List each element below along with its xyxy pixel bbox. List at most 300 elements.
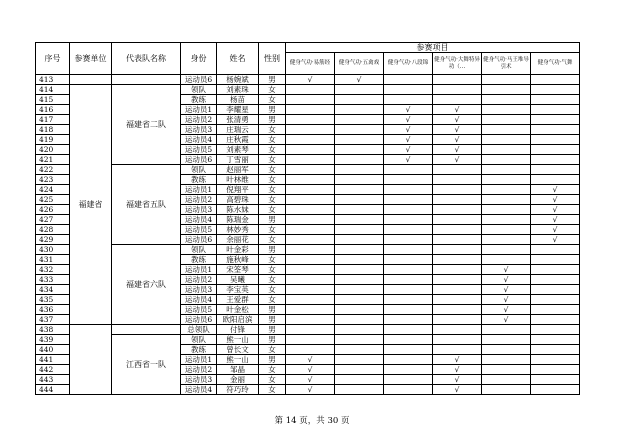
event-cell (482, 95, 531, 105)
name-cell: 庄秋霞 (217, 135, 259, 145)
event-cell: √ (433, 125, 482, 135)
team-cell (112, 325, 181, 335)
gender-cell: 女 (259, 145, 286, 155)
gender-cell: 女 (259, 365, 286, 375)
event-cell (384, 345, 433, 355)
gender-cell: 女 (259, 195, 286, 205)
row-number: 415 (36, 95, 70, 105)
header-unit: 参赛单位 (70, 43, 112, 75)
gender-cell: 女 (259, 265, 286, 275)
event-cell (384, 225, 433, 235)
event-cell (384, 245, 433, 255)
event-cell (482, 245, 531, 255)
event-cell (433, 315, 482, 325)
row-number: 442 (36, 365, 70, 375)
event-cell (531, 245, 580, 255)
event-cell (433, 245, 482, 255)
name-cell: 曾长文 (217, 345, 259, 355)
event-cell (286, 115, 335, 125)
role-cell: 运动员3 (181, 375, 217, 385)
event-cell: √ (531, 235, 580, 245)
event-cell (384, 255, 433, 265)
team-cell: 福建省六队 (112, 245, 181, 325)
header-gender: 性别 (259, 43, 286, 75)
event-cell (384, 325, 433, 335)
team-cell (112, 75, 181, 85)
row-number: 418 (36, 125, 70, 135)
role-cell: 运动员2 (181, 195, 217, 205)
name-cell: 熊一山 (217, 355, 259, 365)
event-cell: √ (531, 185, 580, 195)
event-cell (433, 195, 482, 205)
row-number: 434 (36, 285, 70, 295)
event-cell (286, 145, 335, 155)
name-cell: 林妙秀 (217, 225, 259, 235)
event-cell: √ (433, 115, 482, 125)
event-cell (286, 295, 335, 305)
row-number: 428 (36, 225, 70, 235)
row-number: 441 (36, 355, 70, 365)
event-cell (482, 125, 531, 135)
event-cell: √ (482, 275, 531, 285)
event-cell: √ (433, 355, 482, 365)
event-cell (531, 105, 580, 115)
event-cell (384, 315, 433, 325)
event-cell (335, 195, 384, 205)
event-cell (433, 295, 482, 305)
gender-cell: 男 (259, 245, 286, 255)
event-cell (286, 225, 335, 235)
event-cell (335, 265, 384, 275)
event-cell (286, 155, 335, 165)
event-cell (482, 195, 531, 205)
header-team: 代表队名称 (112, 43, 181, 75)
event-cell (384, 385, 433, 395)
event-cell (482, 325, 531, 335)
event-cell (384, 305, 433, 315)
event-cell (286, 345, 335, 355)
gender-cell: 女 (259, 95, 286, 105)
gender-cell: 女 (259, 165, 286, 175)
role-cell: 运动员2 (181, 365, 217, 375)
event-cell (482, 355, 531, 365)
name-cell: 高碧珠 (217, 195, 259, 205)
role-cell: 运动员1 (181, 265, 217, 275)
event-cell (335, 385, 384, 395)
row-number: 420 (36, 145, 70, 155)
event-cell: √ (384, 105, 433, 115)
event-cell: √ (531, 195, 580, 205)
name-cell: 刘素珠 (217, 85, 259, 95)
row-number: 444 (36, 385, 70, 395)
row-number: 424 (36, 185, 70, 195)
row-number: 417 (36, 115, 70, 125)
event-cell (335, 105, 384, 115)
event-cell: √ (286, 75, 335, 85)
event-cell (433, 205, 482, 215)
event-cell (433, 265, 482, 275)
event-cell (433, 305, 482, 315)
event-cell (482, 175, 531, 185)
name-cell: 倪翔平 (217, 185, 259, 195)
event-cell (531, 325, 580, 335)
row-number: 423 (36, 175, 70, 185)
event-cell (482, 385, 531, 395)
event-cell (433, 255, 482, 265)
role-cell: 运动员3 (181, 205, 217, 215)
name-cell: 李耀星 (217, 105, 259, 115)
event-cell (531, 345, 580, 355)
event-cell (335, 175, 384, 185)
name-cell: 欧阳启滨 (217, 315, 259, 325)
event-cell (482, 115, 531, 125)
table-row (36, 335, 580, 345)
name-cell: 丁雪丽 (217, 155, 259, 165)
event-cell (482, 155, 531, 165)
event-cell (335, 375, 384, 385)
gender-cell: 女 (259, 375, 286, 385)
event-cell (433, 335, 482, 345)
event-cell: √ (531, 225, 580, 235)
event-cell (335, 355, 384, 365)
name-cell: 陈水妹 (217, 205, 259, 215)
event-cell: √ (384, 135, 433, 145)
gender-cell: 女 (259, 155, 286, 165)
event-cell: √ (482, 305, 531, 315)
role-cell: 运动员5 (181, 225, 217, 235)
gender-cell: 女 (259, 255, 286, 265)
row-number: 433 (36, 275, 70, 285)
table-row (36, 245, 580, 255)
event-cell (482, 145, 531, 155)
event-cell (335, 145, 384, 155)
gender-cell: 女 (259, 285, 286, 295)
event-cell (286, 235, 335, 245)
row-number: 443 (36, 375, 70, 385)
role-cell: 领队 (181, 335, 217, 345)
event-cell (433, 95, 482, 105)
event-cell (482, 235, 531, 245)
event-cell (384, 375, 433, 385)
page-footer: 第 14 页，共 30 页 (274, 416, 350, 426)
gender-cell: 女 (259, 125, 286, 135)
role-cell: 运动员1 (181, 105, 217, 115)
event-cell (482, 135, 531, 145)
gender-cell: 男 (259, 105, 286, 115)
header-name: 姓名 (217, 43, 259, 75)
gender-cell: 女 (259, 175, 286, 185)
event-cell (531, 365, 580, 375)
role-cell: 运动员6 (181, 155, 217, 165)
event-cell (531, 115, 580, 125)
event-cell: √ (531, 205, 580, 215)
event-cell (482, 75, 531, 85)
event-cell (531, 155, 580, 165)
event-cell: √ (433, 365, 482, 375)
header-role: 身份 (181, 43, 217, 75)
event-cell (433, 285, 482, 295)
event-cell (335, 335, 384, 345)
name-cell: 施秋峰 (217, 255, 259, 265)
role-cell: 总领队 (181, 325, 217, 335)
team-cell: 福建省五队 (112, 165, 181, 245)
gender-cell: 男 (259, 305, 286, 315)
role-cell: 运动员1 (181, 185, 217, 195)
name-cell: 庄瑞云 (217, 125, 259, 135)
event-cell (433, 325, 482, 335)
event-cell (286, 245, 335, 255)
event-cell: √ (433, 135, 482, 145)
role-cell: 教练 (181, 345, 217, 355)
row-number: 416 (36, 105, 70, 115)
event-cell: √ (482, 265, 531, 275)
row-number: 437 (36, 315, 70, 325)
header-event-6: 健身气功·气舞 (531, 53, 580, 75)
event-cell (384, 285, 433, 295)
event-cell (384, 335, 433, 345)
event-cell (531, 295, 580, 305)
name-cell: 熊一山 (217, 335, 259, 345)
event-cell (286, 85, 335, 95)
name-cell: 金丽 (217, 375, 259, 385)
event-cell (286, 185, 335, 195)
event-cell (335, 365, 384, 375)
gender-cell: 女 (259, 225, 286, 235)
role-cell: 运动员6 (181, 235, 217, 245)
name-cell: 王爱群 (217, 295, 259, 305)
event-cell (335, 255, 384, 265)
event-cell (433, 165, 482, 175)
event-cell (384, 275, 433, 285)
event-cell (482, 335, 531, 345)
row-number: 432 (36, 265, 70, 275)
event-cell: √ (433, 105, 482, 115)
event-cell (531, 125, 580, 135)
event-cell (482, 215, 531, 225)
event-cell (482, 255, 531, 265)
header-event-4: 健身气功·大舞特异功（… (433, 53, 482, 75)
event-cell (335, 85, 384, 95)
event-cell (531, 285, 580, 295)
unit-cell: 福建省 (70, 85, 112, 325)
event-cell (433, 175, 482, 185)
table-row (36, 85, 580, 95)
event-cell (531, 145, 580, 155)
event-cell (335, 165, 384, 175)
name-cell: 赵丽军 (217, 165, 259, 175)
event-cell (384, 295, 433, 305)
event-cell: √ (433, 145, 482, 155)
event-cell (384, 85, 433, 95)
role-cell: 运动员4 (181, 135, 217, 145)
role-cell: 运动员5 (181, 145, 217, 155)
row-number: 438 (36, 325, 70, 335)
name-cell: 付锋 (217, 325, 259, 335)
event-cell (335, 305, 384, 315)
event-cell (286, 165, 335, 175)
event-cell (384, 235, 433, 245)
name-cell: 刘素琴 (217, 145, 259, 155)
role-cell: 运动员6 (181, 315, 217, 325)
event-cell (286, 215, 335, 225)
event-cell (531, 165, 580, 175)
name-cell: 杨婉斌 (217, 75, 259, 85)
row-number: 413 (36, 75, 70, 85)
name-cell: 邹晶 (217, 365, 259, 375)
name-cell: 张清勇 (217, 115, 259, 125)
event-cell (384, 265, 433, 275)
name-cell: 符巧玲 (217, 385, 259, 395)
gender-cell: 女 (259, 135, 286, 145)
row-number: 426 (36, 205, 70, 215)
event-cell (482, 185, 531, 195)
role-cell: 教练 (181, 175, 217, 185)
event-cell (335, 325, 384, 335)
row-number: 425 (36, 195, 70, 205)
gender-cell: 男 (259, 115, 286, 125)
event-cell (335, 115, 384, 125)
event-cell (286, 285, 335, 295)
event-cell (531, 335, 580, 345)
role-cell: 运动员4 (181, 215, 217, 225)
event-cell (384, 215, 433, 225)
event-cell (286, 95, 335, 105)
gender-cell: 男 (259, 325, 286, 335)
event-cell: √ (384, 145, 433, 155)
event-cell (384, 75, 433, 85)
role-cell: 运动员3 (181, 125, 217, 135)
event-cell (335, 235, 384, 245)
event-cell (384, 195, 433, 205)
event-cell (335, 315, 384, 325)
gender-cell: 男 (259, 355, 286, 365)
event-cell: √ (433, 375, 482, 385)
event-cell (286, 265, 335, 275)
event-cell (384, 355, 433, 365)
name-cell: 吴曦 (217, 275, 259, 285)
header-event-5: 健身气功·马王堆导引术 (482, 53, 531, 75)
event-cell (531, 355, 580, 365)
event-cell (531, 85, 580, 95)
row-number: 422 (36, 165, 70, 175)
event-cell (433, 345, 482, 355)
event-cell (531, 385, 580, 395)
event-cell (335, 295, 384, 305)
event-cell (335, 285, 384, 295)
event-cell (531, 275, 580, 285)
header-no: 序号 (36, 43, 70, 75)
event-cell (384, 185, 433, 195)
event-cell (335, 275, 384, 285)
event-cell (286, 275, 335, 285)
role-cell: 运动员1 (181, 355, 217, 365)
event-cell: √ (482, 315, 531, 325)
row-number: 430 (36, 245, 70, 255)
gender-cell: 女 (259, 275, 286, 285)
event-cell (433, 215, 482, 225)
gender-cell: 男 (259, 215, 286, 225)
gender-cell: 男 (259, 315, 286, 325)
name-cell: 余丽花 (217, 235, 259, 245)
event-cell: √ (286, 355, 335, 365)
row-number: 431 (36, 255, 70, 265)
roster-body (36, 75, 580, 395)
role-cell: 教练 (181, 255, 217, 265)
event-cell (482, 105, 531, 115)
event-cell (433, 235, 482, 245)
event-cell: √ (482, 285, 531, 295)
event-cell (286, 255, 335, 265)
event-cell (335, 185, 384, 195)
role-cell: 运动员4 (181, 295, 217, 305)
event-cell (531, 135, 580, 145)
event-cell (482, 85, 531, 95)
unit-cell (70, 325, 112, 395)
gender-cell: 女 (259, 385, 286, 395)
role-cell: 运动员4 (181, 385, 217, 395)
row-number: 436 (36, 305, 70, 315)
roster-table (35, 42, 580, 395)
name-cell: 叶林维 (217, 175, 259, 185)
row-number: 439 (36, 335, 70, 345)
event-cell (335, 125, 384, 135)
event-cell: √ (384, 155, 433, 165)
team-cell: 福建省二队 (112, 85, 181, 165)
event-cell (482, 225, 531, 235)
gender-cell: 女 (259, 85, 286, 95)
role-cell: 运动员3 (181, 285, 217, 295)
event-cell (286, 335, 335, 345)
gender-cell: 女 (259, 295, 286, 305)
event-cell (384, 365, 433, 375)
event-cell (286, 315, 335, 325)
event-cell: √ (286, 365, 335, 375)
gender-cell: 男 (259, 75, 286, 85)
event-cell: √ (531, 215, 580, 225)
event-cell (335, 205, 384, 215)
event-cell (531, 265, 580, 275)
event-cell (384, 175, 433, 185)
event-cell (286, 195, 335, 205)
event-cell (531, 315, 580, 325)
role-cell: 教练 (181, 95, 217, 105)
event-cell (335, 215, 384, 225)
row-number: 435 (36, 295, 70, 305)
event-cell (286, 305, 335, 315)
event-cell (335, 345, 384, 355)
header-event-3: 健身气功·八段锦 (384, 53, 433, 75)
event-cell (482, 375, 531, 385)
event-cell (531, 305, 580, 315)
event-cell: √ (433, 155, 482, 165)
row-number: 440 (36, 345, 70, 355)
event-cell (384, 165, 433, 175)
team-cell: 江西省一队 (112, 335, 181, 395)
table-row (36, 75, 580, 85)
event-cell (286, 105, 335, 115)
event-cell (482, 365, 531, 375)
event-cell (286, 175, 335, 185)
event-cell (433, 75, 482, 85)
event-cell (384, 95, 433, 105)
role-cell: 领队 (181, 85, 217, 95)
event-cell (433, 85, 482, 95)
event-cell: √ (286, 375, 335, 385)
header-events-group: 参赛项目 (286, 43, 580, 53)
event-cell: √ (384, 115, 433, 125)
event-cell: √ (384, 125, 433, 135)
table-row (36, 325, 580, 335)
